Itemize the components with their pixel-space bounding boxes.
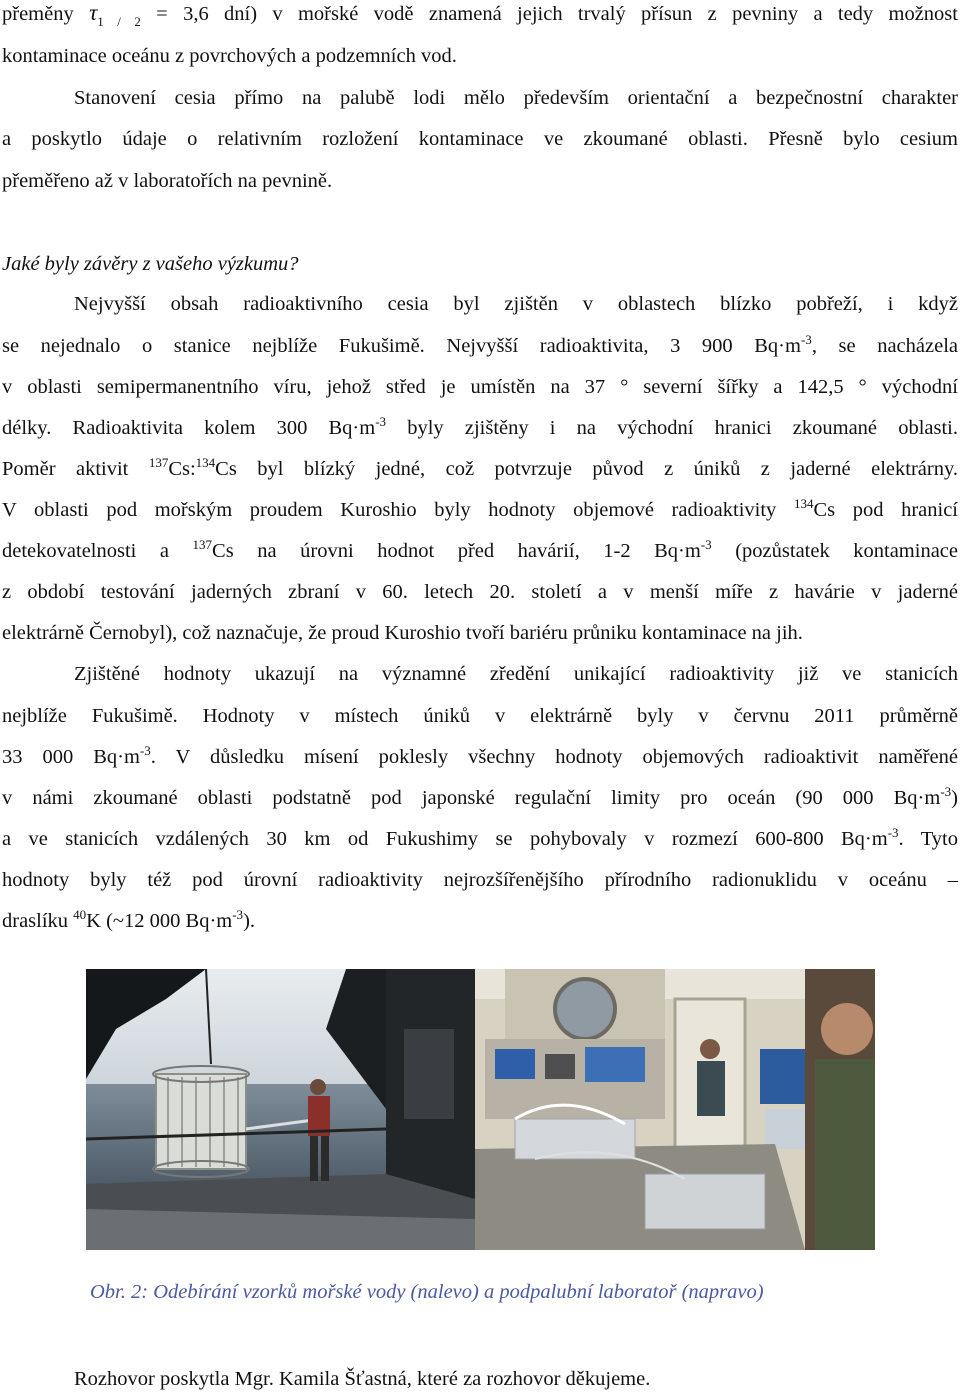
- figure-caption: Obr. 2: Odebírání vzorků mořské vody (nalevo) a podpalubní laboratoř (napravo): [90, 1281, 764, 1303]
- superscript: -3: [940, 784, 952, 799]
- interview-question: Jaké byly závěry z vašeho výzkumu?: [2, 253, 299, 275]
- superscript: 137: [148, 455, 169, 470]
- superscript: -3: [139, 743, 151, 758]
- interview-credit: Rozhovor poskytla Mgr. Kamila Šťastná, které za rozhovor děkujeme.: [74, 1368, 651, 1390]
- p3-line-6: [2, 497, 958, 523]
- p4-line-2: nejblíže Fukušimě. Hodnoty v místech úniků v elektrárně byly v červnu 2011 průměrně: [2, 705, 958, 727]
- tau-symbol: τ: [89, 0, 98, 25]
- superscript: -3: [232, 907, 244, 922]
- text-span: = 3,6 dní) v mořské vodě znamená jejich trvalý přísun z pevniny a tedy možnost: [140, 3, 958, 25]
- p3-line-3: v oblasti semipermanentního víru, jehož střed je umístěn na 37 ° severní šířky a 142,5 ° východní: [2, 376, 958, 398]
- p3-line-7: [2, 538, 958, 564]
- p3-line-1: Nejvyšší obsah radioaktivního cesia byl zjištěn v oblastech blízko pobřeží, i když: [74, 293, 958, 315]
- superscript: -3: [700, 537, 712, 552]
- superscript: 134: [793, 496, 814, 511]
- superscript: 40: [73, 907, 87, 922]
- p3-line-5: [2, 456, 958, 482]
- text-span: . V důsledku mísení poklesly všechny hodnoty objemových radioaktivit naměřené: [150, 746, 958, 768]
- text-span: se nejednalo o stanice nejblíže Fukušimě. Nejvyšší radioaktivita, 3 900 Bq·m: [2, 335, 801, 357]
- text-span: v námi zkoumané oblasti podstatně pod japonské regulační limity pro oceán (90 000 Bq·m: [2, 787, 941, 809]
- p3-line-2: [2, 333, 958, 359]
- laboratory-image: [475, 969, 875, 1250]
- text-span: Cs byl blízký jedné, což potvrzuje původ z úniků z jaderné elektrárny.: [215, 458, 958, 480]
- superscript: -3: [800, 332, 812, 347]
- text-span: . Tyto: [898, 828, 958, 850]
- text-span: a ve stanicích vzdálených 30 km od Fukushimy se pohybovaly v rozmezí 600-800 Bq·m: [2, 828, 888, 850]
- text-span: ): [951, 787, 958, 809]
- text-span: ).: [243, 910, 256, 932]
- superscript: -3: [375, 414, 387, 429]
- p4-line-4: [2, 785, 958, 811]
- text-span: Cs:: [168, 458, 196, 480]
- p1-line-2: kontaminace oceánu z povrchových a podzemních vod.: [2, 45, 457, 67]
- p4-line-7: [2, 908, 958, 934]
- p3-line-4: [2, 415, 958, 441]
- tau-subscript: 1 / 2: [97, 14, 141, 29]
- p2-line-2: a poskytlo údaje o relativním rozložení kontaminace ve zkoumané oblasti. Přesně bylo cesium: [2, 128, 958, 150]
- text-span: detekovatelnosti a: [2, 540, 193, 562]
- photo-laboratory: [475, 969, 875, 1250]
- text-span: Cs pod hranicí: [813, 499, 958, 521]
- p2-line-1: Stanovení cesia přímo na palubě lodi mělo především orientační a bezpečnostní charakter: [74, 87, 958, 109]
- text-span: (pozůstatek kontaminace: [711, 540, 958, 562]
- p1-line-1: [2, 0, 958, 35]
- text-span: 33 000 Bq·m: [2, 746, 140, 768]
- text-span: draslíku: [2, 910, 74, 932]
- ship-deck-image: [86, 969, 475, 1250]
- text-span: Poměr aktivit: [2, 458, 149, 480]
- text-span: K (~12 000 Bq·m: [86, 910, 233, 932]
- text-span: přeměny: [2, 3, 90, 25]
- text-span: byly zjištěny i na východní hranici zkoumané oblasti.: [386, 417, 958, 439]
- text-span: V oblasti pod mořským proudem Kuroshio byly hodnoty objemové radioaktivity: [2, 499, 794, 521]
- p4-line-6: hodnoty byly též pod úrovní radioaktivity nejrozšířenějšího přírodního radionuklidu v oceánu –: [2, 869, 958, 891]
- text-span: , se nacházela: [811, 335, 958, 357]
- photo-water-sampling: [86, 969, 475, 1250]
- superscript: 134: [195, 455, 216, 470]
- p2-line-3: přeměřeno až v laboratořích na pevnině.: [2, 170, 333, 192]
- p4-line-3: [2, 744, 958, 770]
- p4-line-1: Zjištěné hodnoty ukazují na významné zředění unikající radioaktivity již ve stanicích: [74, 663, 958, 685]
- superscript: 137: [192, 537, 213, 552]
- text-span: délky. Radioaktivita kolem 300 Bq·m: [2, 417, 376, 439]
- p3-line-8: z období testování jaderných zbraní v 60. letech 20. století a v menší míře z havárie v jaderné: [2, 581, 958, 603]
- p4-line-5: [2, 826, 958, 852]
- text-span: Cs na úrovni hodnot před havárií, 1-2 Bq·m: [212, 540, 701, 562]
- p3-line-9: elektrárně Černobyl), což naznačuje, že proud Kuroshio tvoří bariéru průniku kontaminace na jih.: [2, 622, 803, 644]
- superscript: -3: [887, 825, 899, 840]
